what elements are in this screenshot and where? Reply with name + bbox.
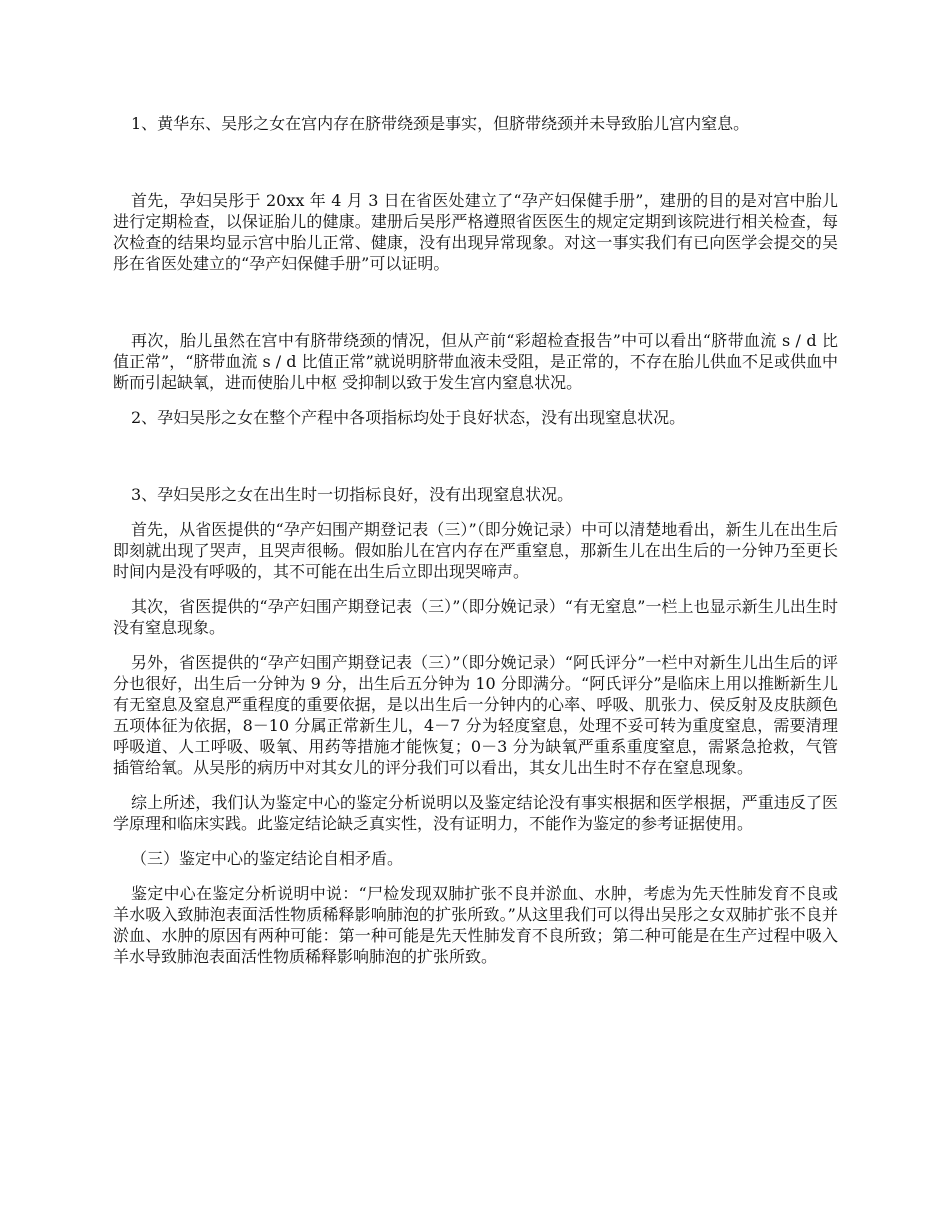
paragraph-10: （三）鉴定中心的鉴定结论自相矛盾。 (131, 849, 404, 868)
paragraph-5: 3、孕妇吴彤之女在出生时一切指标良好，没有出现窒息状况。 (131, 485, 574, 504)
paragraph-gap (113, 834, 838, 848)
paragraph-2: 首先，孕妇吴彤于 20xx 年 4 月 3 日在省医处建立了“孕产妇保健手册”，建册的目的是对宫中胎儿进行定期检查，以保证胎儿的健康。建册后吴彤严格遵照省医医生的规定定期到该院进行相关检查，每次检查的结果均显示宫中胎儿正常、健康，没有出现异常现象。对这一事实我们有已向医学会提交的吴彤在省医处建立的“孕产妇保健手册”可以证明。 (113, 191, 838, 273)
paragraph-gap (113, 134, 838, 190)
paragraph-gap (113, 869, 838, 883)
paragraph-gap (113, 582, 838, 596)
paragraph-11: 鉴定中心在鉴定分析说明中说：“尸检发现双肺扩张不良并淤血、水肿，考虑为先天性肺发育不良或羊水吸入致肺泡表面活性物质稀释影响肺泡的扩张所致。”从这里我们可以得出吴彤之女双肺扩张不良并淤血、水肿的原因有两种可能：第一种可能是先天性肺发育不良所致；第二种可能是在生产过程中吸入羊水导致肺泡表面活性物质稀释影响肺泡的扩张所致。 (113, 884, 838, 966)
paragraph-gap (113, 505, 838, 519)
paragraph-6: 首先，从省医提供的“孕产妇围产期登记表（三）”（即分娩记录）中可以清楚地看出，新生儿在出生后即刻就出现了哭声，且哭声很畅。假如胎儿在宫内存在严重窒息，那新生儿在出生后的一分钟乃至更长时间内是没有呼吸的，其不可能在出生后立即出现哭啼声。 (113, 520, 838, 581)
paragraph-9: 综上所述，我们认为鉴定中心的鉴定分析说明以及鉴定结论没有事实根据和医学根据，严重违反了医学原理和临床实践。此鉴定结论缺乏真实性，没有证明力，不能作为鉴定的参考证据使用。 (113, 793, 838, 833)
paragraph-gap (113, 638, 838, 652)
paragraph-8: 另外，省医提供的“孕产妇围产期登记表（三）”（即分娩记录）“阿氏评分”一栏中对新生儿出生后的评分也很好，出生后一分钟为 9 分，出生后五分钟为 10 分即满分。“阿氏评分”是临床上用以推断新生儿有无窒息及窒息严重程度的重要依据，是以出生后一分钟内的心率、呼吸、肌张力、侯反射及皮肤颜色五项体征为依据，8－10 分属正常新生儿，4－7 分为轻度窒息，处理不妥可转为重度窒息，需要清理呼吸道、人工呼吸、吸氧、用药等措施才能恢复；0－3 分为缺氧严重系重度窒息，需紧急抢救，气管插管给氧。从吴彤的病历中对其女儿的评分我们可以看出，其女儿出生时不存在窒息现象。 (113, 653, 838, 777)
paragraph-gap (113, 778, 838, 792)
paragraph-gap (113, 393, 838, 407)
paragraph-4: 2、孕妇吴彤之女在整个产程中各项指标均处于良好状态，没有出现窒息状况。 (131, 408, 686, 427)
paragraph-3: 再次，胎儿虽然在宫中有脐带绕颈的情况，但从产前“彩超检查报告”中可以看出“脐带血流 s / d 比值正常”，“脐带血流 s / d 比值正常”就说明脐带血液未受阻，是正常的，不存在胎儿供血不足或供血中断而引起缺氧，进而使胎儿中枢 受抑制以致于发生宫内窒息状况。 (113, 331, 838, 392)
paragraph-gap (113, 274, 838, 330)
paragraph-7: 其次，省医提供的“孕产妇围产期登记表（三）”（即分娩记录）“有无窒息”一栏上也显示新生儿出生时没有窒息现象。 (113, 597, 838, 637)
paragraph-1: 1、黄华东、吴彤之女在宫内存在脐带绕颈是事实，但脐带绕颈并未导致胎儿宫内窒息。 (131, 114, 750, 133)
paragraph-gap (113, 428, 838, 484)
